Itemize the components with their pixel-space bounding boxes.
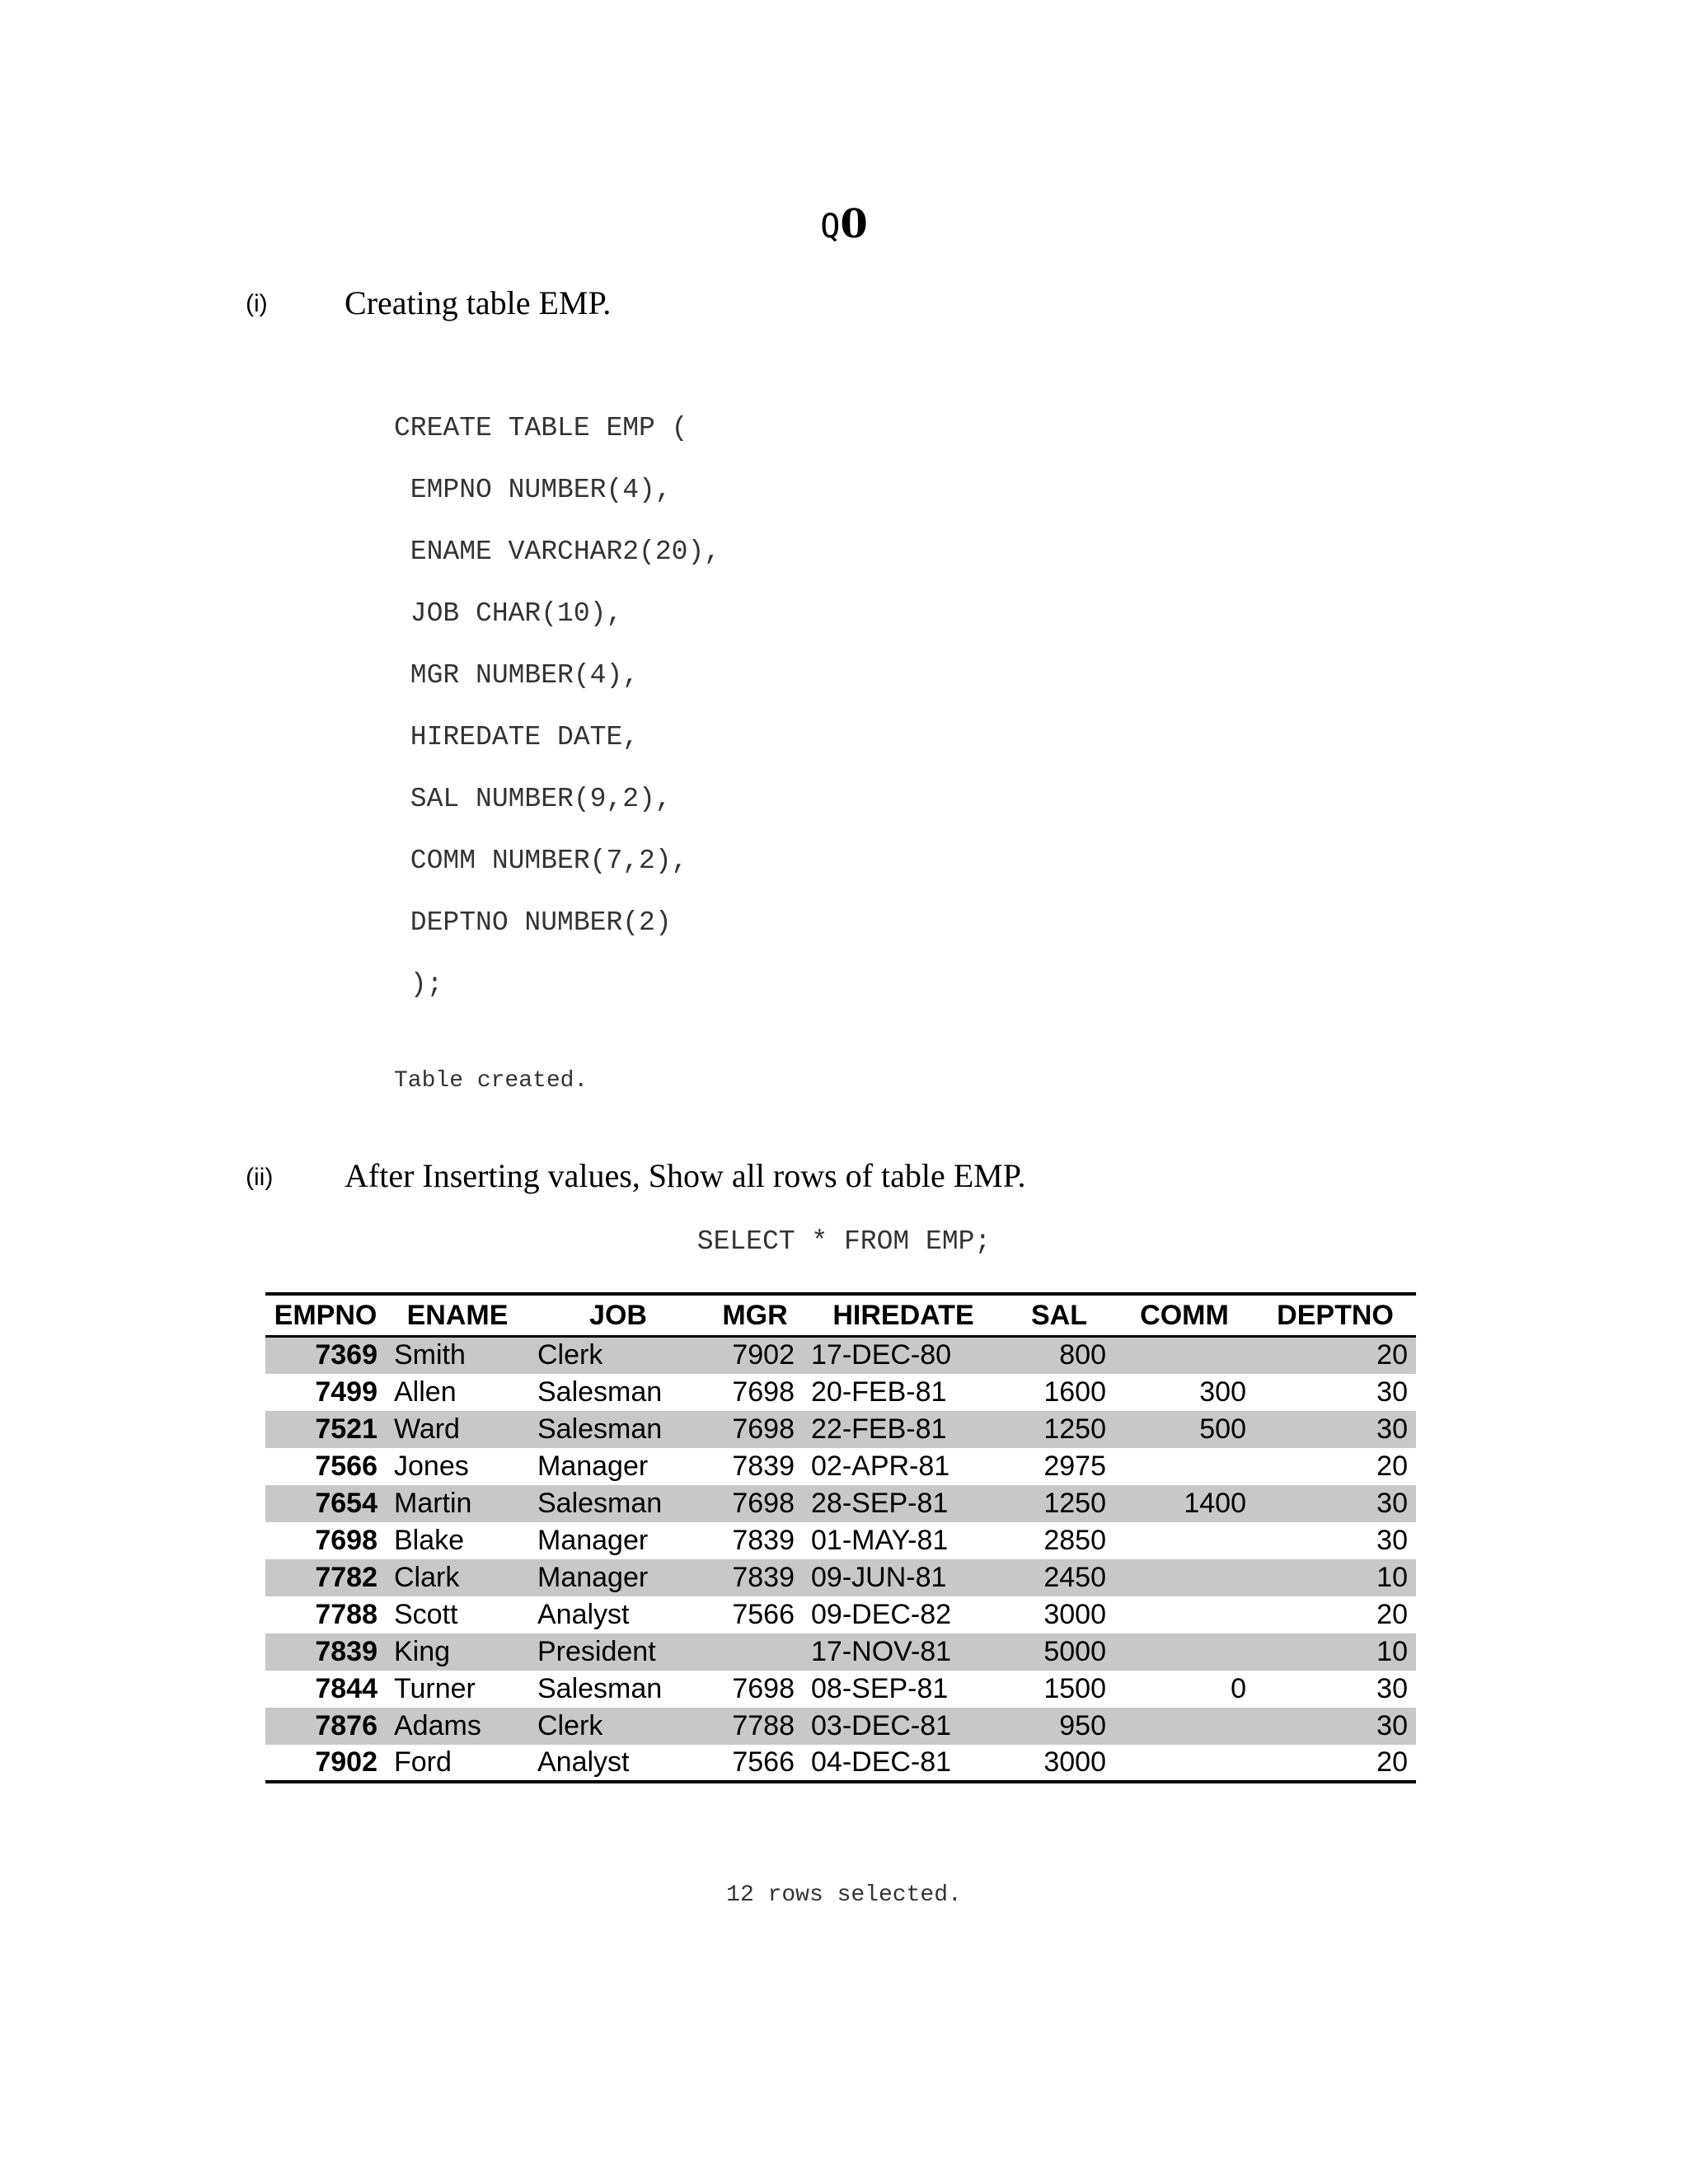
cell-empno: 7782 xyxy=(315,1561,377,1593)
section-1-label: (i) xyxy=(246,290,268,317)
cell-comm xyxy=(1114,1596,1254,1633)
code-line: DEPTNO NUMBER(2) xyxy=(394,907,672,938)
cell-job: Clerk xyxy=(537,1709,603,1741)
column-header: DEPTNO xyxy=(1277,1299,1394,1331)
cell-comm xyxy=(1114,1337,1254,1374)
cell-comm: 500 xyxy=(1199,1413,1246,1445)
table-row xyxy=(265,1522,1416,1559)
section-2-label: (ii) xyxy=(246,1164,274,1191)
cell-ename: Smith xyxy=(394,1339,466,1371)
cell-comm xyxy=(1114,1559,1254,1596)
cell-sal: 1250 xyxy=(1043,1413,1106,1445)
cell-empno: 7369 xyxy=(315,1339,377,1371)
code-line: HIREDATE DATE, xyxy=(394,722,640,752)
cell-deptno: 20 xyxy=(1376,1598,1408,1630)
cell-empno: 7902 xyxy=(315,1746,377,1778)
cell-mgr: 7698 xyxy=(732,1487,795,1519)
cell-mgr xyxy=(707,1633,803,1671)
cell-ename: Turner xyxy=(394,1672,476,1704)
cell-hiredate: 17-NOV-81 xyxy=(811,1635,952,1667)
cell-comm: 0 xyxy=(1231,1672,1246,1704)
cell-sal: 3000 xyxy=(1043,1746,1106,1778)
cell-empno: 7844 xyxy=(315,1672,377,1704)
table-row xyxy=(265,1633,1416,1671)
cell-sal: 950 xyxy=(1059,1709,1106,1741)
cell-deptno: 30 xyxy=(1376,1376,1408,1408)
cell-sal: 2850 xyxy=(1043,1524,1106,1556)
table-row xyxy=(265,1745,1416,1782)
cell-empno: 7499 xyxy=(315,1376,377,1408)
cell-sal: 3000 xyxy=(1043,1598,1106,1630)
cell-job: Manager xyxy=(537,1561,649,1593)
cell-job: Manager xyxy=(537,1524,649,1556)
cell-comm: 1400 xyxy=(1184,1487,1246,1519)
cell-job: Analyst xyxy=(537,1598,630,1630)
cell-job: Salesman xyxy=(537,1413,663,1445)
cell-hiredate: 09-DEC-82 xyxy=(811,1598,952,1630)
cell-deptno: 30 xyxy=(1376,1709,1408,1741)
code-line: ENAME VARCHAR2(20), xyxy=(394,537,721,567)
cell-hiredate: 04-DEC-81 xyxy=(811,1746,952,1778)
cell-deptno: 30 xyxy=(1376,1524,1408,1556)
cell-comm xyxy=(1114,1522,1254,1559)
cell-deptno: 30 xyxy=(1376,1413,1408,1445)
cell-sal: 1500 xyxy=(1043,1672,1106,1704)
cell-hiredate: 03-DEC-81 xyxy=(811,1709,952,1741)
cell-ename: Ward xyxy=(394,1413,460,1445)
cell-empno: 7521 xyxy=(315,1413,377,1445)
code-line: ); xyxy=(394,969,443,1000)
code-line: SAL NUMBER(9,2), xyxy=(394,784,672,814)
cell-sal: 1600 xyxy=(1043,1376,1106,1408)
page-title xyxy=(0,199,1688,251)
table-row xyxy=(265,1374,1416,1411)
cell-deptno: 20 xyxy=(1376,1450,1408,1482)
cell-ename: Blake xyxy=(394,1524,465,1556)
cell-empno: 7698 xyxy=(315,1524,377,1556)
cell-sal: 5000 xyxy=(1043,1635,1106,1667)
cell-mgr: 7839 xyxy=(732,1561,795,1593)
column-header: COMM xyxy=(1140,1299,1229,1331)
cell-job: President xyxy=(537,1635,656,1667)
table-row xyxy=(265,1337,1416,1374)
cell-comm: 300 xyxy=(1199,1376,1246,1408)
cell-job: Salesman xyxy=(537,1376,663,1408)
cell-hiredate: 08-SEP-81 xyxy=(811,1672,949,1704)
column-header: MGR xyxy=(722,1299,788,1331)
table-row xyxy=(265,1559,1416,1596)
cell-ename: King xyxy=(394,1635,451,1667)
cell-comm xyxy=(1114,1448,1254,1485)
cell-job: Analyst xyxy=(537,1746,630,1778)
cell-mgr: 7698 xyxy=(732,1413,795,1445)
cell-hiredate: 09-JUN-81 xyxy=(811,1561,947,1593)
code-line: CREATE TABLE EMP ( xyxy=(394,413,688,443)
cell-empno: 7654 xyxy=(315,1487,377,1519)
cell-hiredate: 17-DEC-80 xyxy=(811,1339,952,1371)
cell-mgr: 7566 xyxy=(732,1746,795,1778)
cell-hiredate: 02-APR-81 xyxy=(811,1450,950,1482)
cell-ename: Clark xyxy=(394,1561,460,1593)
code-line: JOB CHAR(10), xyxy=(394,598,623,629)
cell-comm xyxy=(1114,1745,1254,1782)
table-row xyxy=(265,1671,1416,1708)
section-1-heading: Creating table EMP. xyxy=(345,284,612,321)
title-letter: Q xyxy=(820,208,841,246)
cell-deptno: 10 xyxy=(1376,1635,1408,1667)
cell-mgr: 7788 xyxy=(732,1709,795,1741)
cell-empno: 7788 xyxy=(315,1598,377,1630)
cell-ename: Jones xyxy=(394,1450,469,1482)
cell-job: Clerk xyxy=(537,1339,603,1371)
cell-deptno: 30 xyxy=(1376,1487,1408,1519)
cell-mgr: 7698 xyxy=(732,1672,795,1704)
cell-deptno: 30 xyxy=(1376,1672,1408,1704)
table-row xyxy=(265,1485,1416,1522)
emp-table xyxy=(265,1292,1416,1783)
cell-hiredate: 22-FEB-81 xyxy=(811,1413,947,1445)
cell-empno: 7839 xyxy=(315,1635,377,1667)
table-header-row xyxy=(265,1294,1416,1337)
cell-mgr: 7698 xyxy=(732,1376,795,1408)
cell-ename: Scott xyxy=(394,1598,458,1630)
cell-sal: 1250 xyxy=(1043,1487,1106,1519)
rows-selected-message: 12 rows selected. xyxy=(726,1882,962,1908)
cell-job: Manager xyxy=(537,1450,649,1482)
cell-job: Salesman xyxy=(537,1487,663,1519)
cell-empno: 7876 xyxy=(315,1709,377,1741)
cell-deptno: 10 xyxy=(1376,1561,1408,1593)
cell-mgr: 7566 xyxy=(732,1598,795,1630)
cell-mgr: 7902 xyxy=(732,1339,795,1371)
cell-hiredate: 01-MAY-81 xyxy=(811,1524,949,1556)
cell-job: Salesman xyxy=(537,1672,663,1704)
cell-empno: 7566 xyxy=(315,1450,377,1482)
cell-sal: 800 xyxy=(1059,1339,1106,1371)
cell-ename: Martin xyxy=(394,1487,472,1519)
cell-mgr: 7839 xyxy=(732,1524,795,1556)
column-header: EMPNO xyxy=(274,1299,377,1331)
column-header: HIREDATE xyxy=(832,1299,974,1331)
code-line: MGR NUMBER(4), xyxy=(394,660,640,691)
code-line: COMM NUMBER(7,2), xyxy=(394,846,688,876)
cell-mgr: 7839 xyxy=(732,1450,795,1482)
table-row xyxy=(265,1448,1416,1485)
table-row xyxy=(265,1411,1416,1448)
table-row xyxy=(265,1708,1416,1745)
cell-hiredate: 28-SEP-81 xyxy=(811,1487,949,1519)
cell-sal: 2450 xyxy=(1043,1561,1106,1593)
result-message: Table created. xyxy=(394,1068,588,1094)
column-header: ENAME xyxy=(406,1299,509,1331)
cell-comm xyxy=(1114,1708,1254,1745)
sql-query: SELECT * FROM EMP; xyxy=(696,1226,992,1257)
title-number: 0 xyxy=(840,201,868,247)
column-header: JOB xyxy=(589,1299,647,1331)
cell-comm xyxy=(1114,1633,1254,1671)
cell-sal: 2975 xyxy=(1043,1450,1106,1482)
cell-ename: Adams xyxy=(394,1709,481,1741)
cell-deptno: 20 xyxy=(1376,1746,1408,1778)
table-row xyxy=(265,1596,1416,1633)
code-line: EMPNO NUMBER(4), xyxy=(394,475,672,505)
section-2-heading: After Inserting values, Show all rows of table EMP. xyxy=(345,1157,1026,1194)
cell-deptno: 20 xyxy=(1376,1339,1408,1371)
cell-ename: Ford xyxy=(394,1746,452,1778)
column-header: SAL xyxy=(1031,1299,1087,1331)
cell-ename: Allen xyxy=(394,1376,457,1408)
cell-hiredate: 20-FEB-81 xyxy=(811,1376,947,1408)
